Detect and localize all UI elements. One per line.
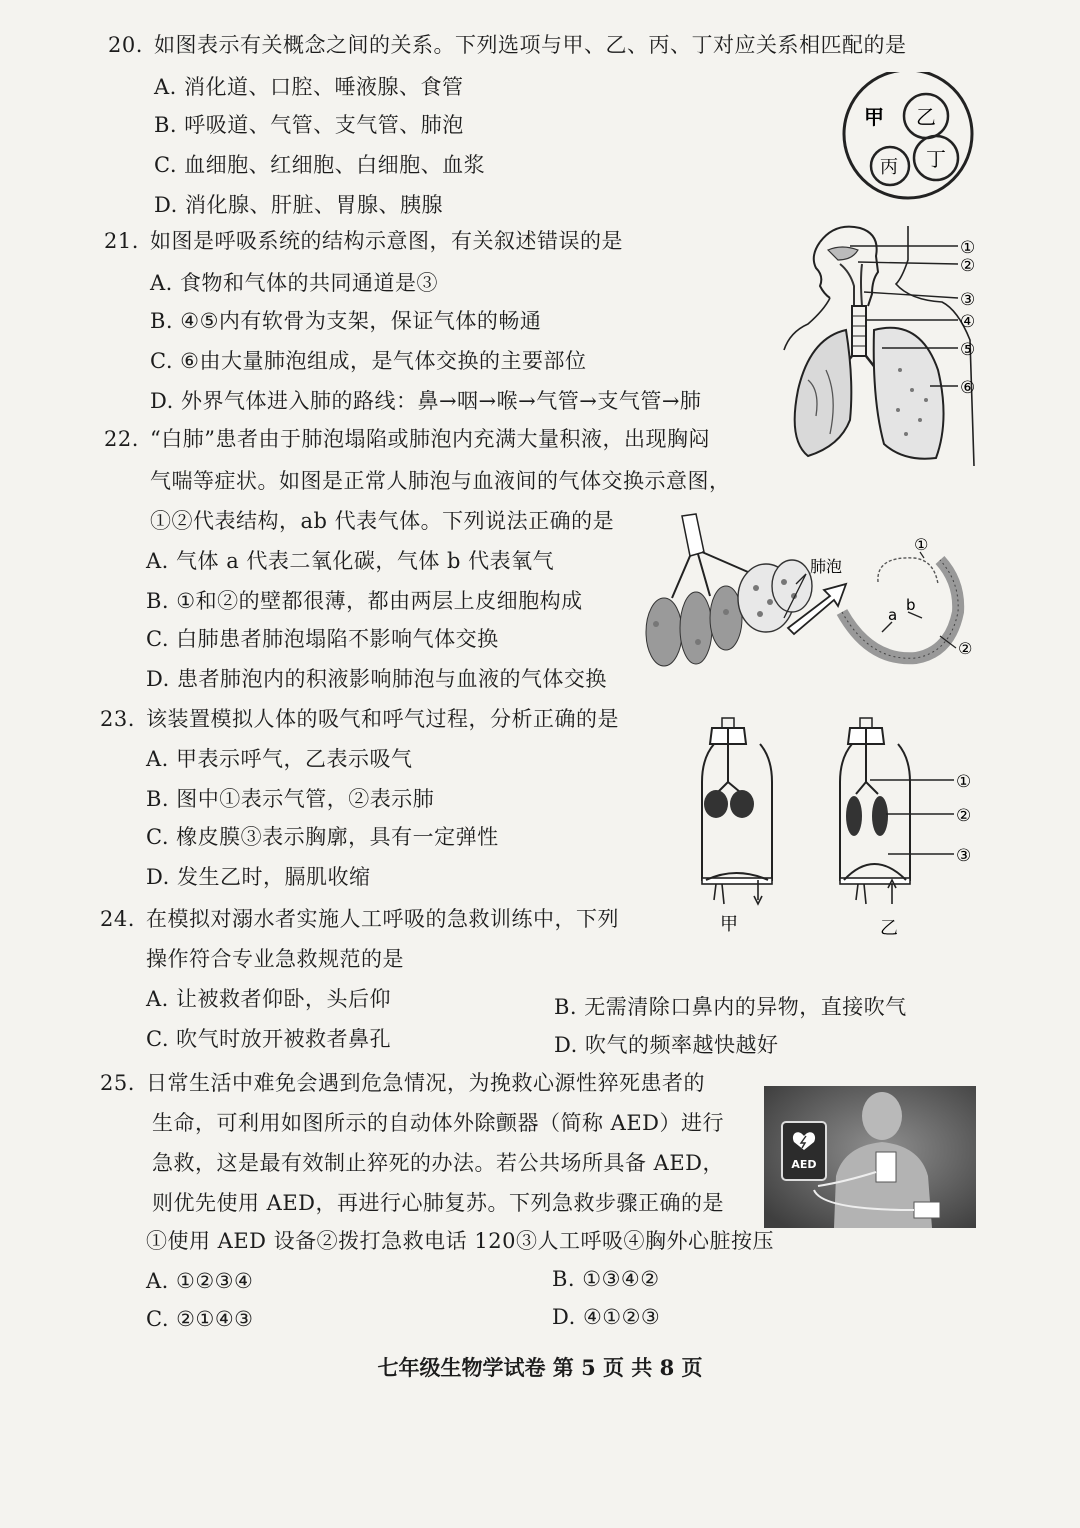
question-20-option-c: C. 血细胞、红细胞、白细胞、血浆 [154,153,486,177]
question-23-option-b: B. 图中①表示气管，②表示肺 [146,787,435,811]
question-25-stem-4: 则优先使用 AED，再进行心肺复苏。下列急救步骤正确的是 [152,1191,725,1215]
label-jia: 甲 [720,914,738,935]
question-25-stem-3: 急救，这是最有效制止猝死的办法。若公共场所具备 AED， [152,1151,725,1175]
question-24-stem-1 [100,904,619,934]
page-footer: 七年级生物学试卷 第 5 页 共 8 页 [377,1355,703,1380]
question-20-stem [108,30,907,60]
question-23-option-c: C. 橡皮膜③表示胸廓，具有一定弹性 [146,825,499,849]
question-25-option-c: C. ②①④③ [146,1307,254,1331]
label-5: ⑤ [960,340,976,360]
question-25-stem-1 [100,1068,705,1098]
question-22-stem-2: 气喘等症状。如图是正常人肺泡与血液间的气体交换示意图， [150,469,731,493]
question-22-stem-3: ①②代表结构，ab 代表气体。下列说法正确的是 [150,509,615,533]
question-23-stem [100,704,619,734]
question-21-option-a: A. 食物和气体的共同通道是③ [150,271,439,295]
question-25-option-d: D. ④①②③ [552,1305,661,1329]
label-2: ② [956,806,972,826]
stem-line: 在模拟对溺水者实施人工呼吸的急救训练中，下列 [146,907,619,931]
question-25-stem-5: ①使用 AED 设备②拨打急救电话 120③人工呼吸④胸外心脏按压 [146,1229,774,1253]
respiratory-system-figure [780,220,980,470]
alveolus-gas-exchange-figure [638,512,980,696]
question-24-option-b: B. 无需清除口鼻内的异物，直接吹气 [554,995,907,1019]
question-21-stem [104,226,623,256]
question-20-option-d: D. 消化腺、肝脏、胃腺、胰腺 [154,193,443,217]
question-21-option-b: B. ④⑤内有软骨为支架，保证气体的畅通 [150,309,542,333]
question-24-option-c: C. 吹气时放开被救者鼻孔 [146,1027,392,1051]
question-21-option-c: C. ⑥由大量肺泡组成，是气体交换的主要部位 [150,349,587,373]
label-bing: 丙 [880,157,898,178]
question-number: 21. [104,229,139,253]
question-24-stem-2: 操作符合专业急救规范的是 [146,947,404,971]
question-22-stem-1 [104,424,710,454]
question-21-option-d: D. 外界气体进入肺的路线：鼻→咽→喉→气管→支气管→肺 [150,389,702,413]
label-alveolus: 肺泡 [810,557,843,576]
question-25-stem-2: 生命，可利用如图所示的自动体外除颤器（简称 AED）进行 [152,1111,725,1135]
label-2: ② [958,639,973,658]
label-yi: 乙 [880,918,898,939]
question-22-option-c: C. 白肺患者肺泡塌陷不影响气体交换 [146,627,499,651]
stem-line: “白肺”患者由于肺泡塌陷或肺泡内充满大量积液，出现胸闷 [150,427,710,451]
question-number: 22. [104,427,139,451]
concept-circles-figure [838,72,978,202]
stem-line: 该装置模拟人体的吸气和呼气过程，分析正确的是 [146,707,619,731]
question-20-option-a: A. 消化道、口腔、唾液腺、食管 [154,75,464,99]
label-2: ② [960,256,976,276]
label-4: ④ [960,312,976,332]
question-22-option-d: D. 患者肺泡内的积液影响肺泡与血液的气体交换 [146,667,607,691]
question-23-option-a: A. 甲表示呼气，乙表示吸气 [146,747,413,771]
question-number: 23. [100,707,135,731]
question-25-option-a: A. ①②③④ [146,1269,254,1293]
label-3: ③ [956,846,972,866]
label-1: ① [956,772,972,792]
question-number: 24. [100,907,135,931]
aed-photo-figure [764,1086,976,1228]
label-ding: 丁 [926,147,946,171]
question-25-option-b: B. ①③④② [552,1267,660,1291]
label-yi: 乙 [916,105,936,129]
question-number: 20. [108,33,143,57]
label-1: ① [960,238,976,258]
aed-label: AED [791,1158,817,1171]
label-6: ⑥ [960,378,976,398]
stem-line: 如图表示有关概念之间的关系。下列选项与甲、乙、丙、丁对应关系相匹配的是 [154,33,907,57]
stem-line: 如图是呼吸系统的结构示意图，有关叙述错误的是 [150,229,623,253]
label-3: ③ [960,290,976,310]
label-a: a [888,606,898,624]
bell-jar-model-figure [700,712,980,942]
label-b: b [906,596,916,614]
question-20-option-b: B. 呼吸道、气管、支气管、肺泡 [154,113,464,137]
question-24-option-d: D. 吹气的频率越快越好 [554,1033,779,1057]
label-1: ① [914,535,929,554]
question-23-option-d: D. 发生乙时，膈肌收缩 [146,865,371,889]
stem-line: 日常生活中难免会遇到危急情况，为挽救心源性猝死患者的 [146,1071,705,1095]
question-number: 25. [100,1071,135,1095]
question-22-option-b: B. ①和②的壁都很薄，都由两层上皮细胞构成 [146,589,583,613]
label-jia: 甲 [864,105,884,129]
question-24-option-a: A. 让被救者仰卧，头后仰 [146,987,392,1011]
question-22-option-a: A. 气体 a 代表二氧化碳，气体 b 代表氧气 [146,549,555,573]
